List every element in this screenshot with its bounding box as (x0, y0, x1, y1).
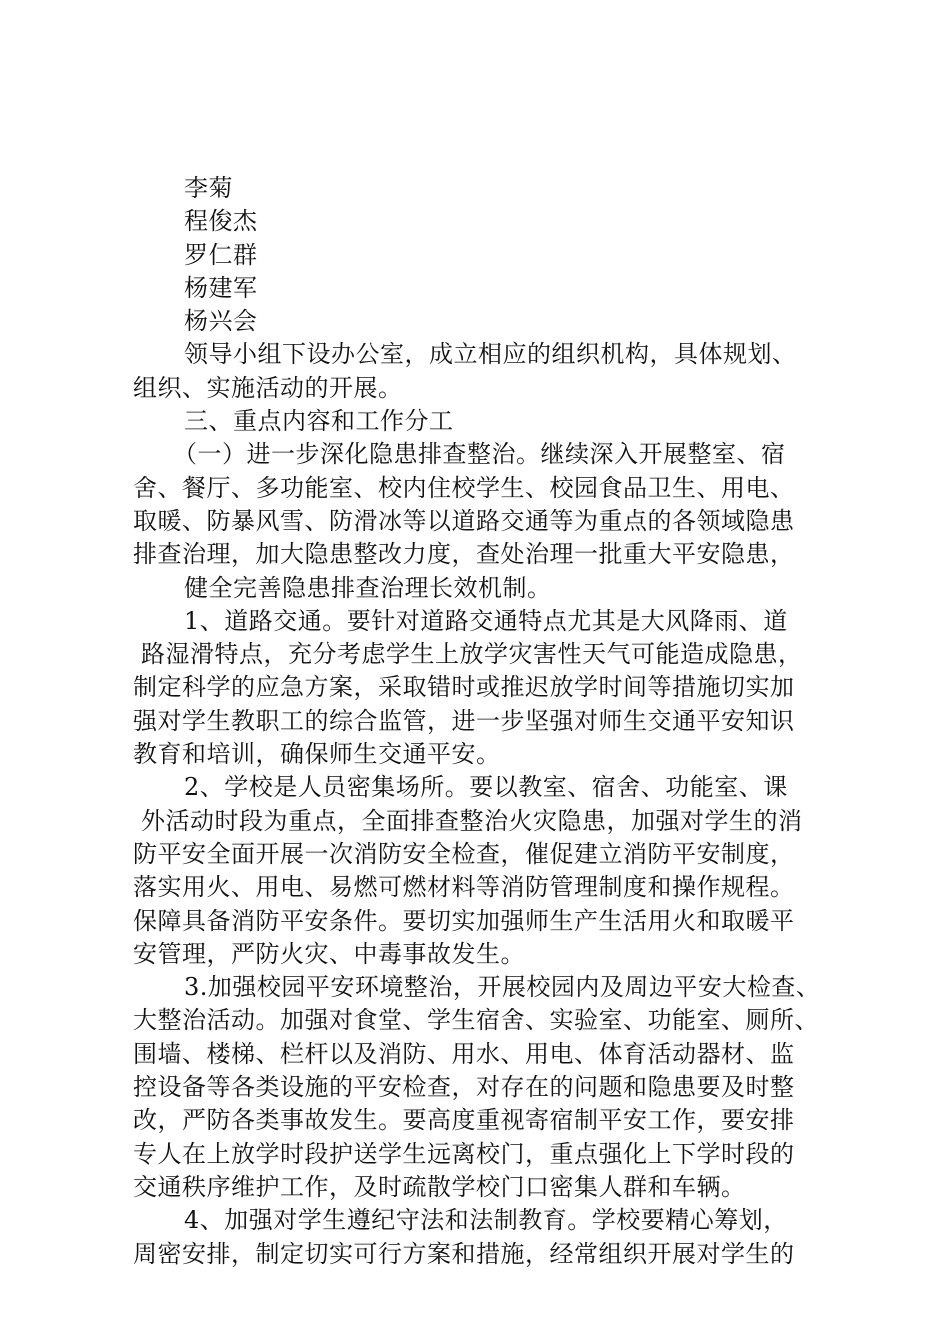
member-name: 罗仁群 (184, 240, 258, 269)
paragraph-line: 排查治理，加大隐患整改力度，查处治理一批重大平安隐患， (133, 540, 795, 569)
section-heading: 三、重点内容和工作分工 (184, 407, 454, 436)
paragraph-line: 3.加强校园平安环境整治，开展校园内及周边平安大检查、 (184, 973, 821, 1002)
paragraph-line: 周密安排，制定切实可行方案和措施，经常组织开展对学生的 (133, 1239, 795, 1268)
paragraph-line: 2、学校是人员密集场所。要以教室、宿舍、功能室、课 (184, 773, 788, 802)
paragraph-line: 制定科学的应急方案，采取错时或推迟放学时间等措施切实加 (133, 673, 795, 702)
paragraph-line: 取暖、防暴风雪、防滑冰等以道路交通等为重点的各领域隐患 (133, 506, 795, 535)
paragraph-line: 安管理，严防火灾、中毒事故发生。 (133, 939, 525, 968)
paragraph-line: 专人在上放学时段护送学生远离校门，重点强化上下学时段的 (133, 1139, 795, 1168)
paragraph-line: 落实用火、用电、易燃可燃材料等消防管理制度和操作规程。 (133, 873, 795, 902)
paragraph-line: 路湿滑特点，充分考虑学生上放学灾害性天气可能造成隐患， (141, 640, 803, 669)
paragraph-line: 控设备等各类设施的平安检查，对存在的问题和隐患要及时整 (133, 1073, 795, 1102)
paragraph-line: 围墙、楼梯、栏杆以及消防、用水、用电、体育活动器材、监 (133, 1039, 795, 1068)
paragraph-line: 强对学生教职工的综合监管，进一步坚强对师生交通平安知识 (133, 706, 795, 735)
paragraph-line: 保障具备消防平安条件。要切实加强师生产生活用火和取暖平 (133, 906, 795, 935)
paragraph-line: 领导小组下设办公室，成立相应的组织机构，具体规划、 (184, 340, 797, 369)
paragraph-line: 健全完善隐患排查治理长效机制。 (184, 573, 552, 602)
paragraph-line: 舍、餐厅、多功能室、校内住校学生、校园食品卫生、用电、 (133, 473, 795, 502)
paragraph-line: 组织、实施活动的开展。 (133, 373, 403, 402)
paragraph-line: 大整治活动。加强对食堂、学生宿舍、实验室、功能室、厕所、 (133, 1006, 819, 1035)
paragraph-line: 4、加强对学生遵纪守法和法制教育。学校要精心筹划， (184, 1206, 788, 1235)
member-name: 程俊杰 (184, 207, 258, 236)
paragraph-line: 外活动时段为重点，全面排查整治火灾隐患，加强对学生的消 (141, 806, 803, 835)
paragraph-line: 防平安全面开展一次消防安全检查，催促建立消防平安制度， (133, 839, 795, 868)
paragraph-line: 改，严防各类事故发生。要高度重视寄宿制平安工作，要安排 (133, 1106, 795, 1135)
document-body (133, 172, 833, 1271)
member-name: 杨兴会 (184, 307, 258, 336)
member-name: 李菊 (184, 174, 233, 202)
member-name: 杨建军 (184, 273, 258, 302)
paragraph-line: 交通秩序维护工作，及时疏散学校门口密集人群和车辆。 (133, 1172, 746, 1201)
paragraph-line: 教育和培训，确保师生交通平安。 (133, 740, 501, 769)
paragraph-line: 1、道路交通。要针对道路交通特点尤其是大风降雨、道 (184, 606, 788, 635)
paragraph-line: （一）进一步深化隐患排查整治。继续深入开展整室、宿 (173, 440, 786, 469)
